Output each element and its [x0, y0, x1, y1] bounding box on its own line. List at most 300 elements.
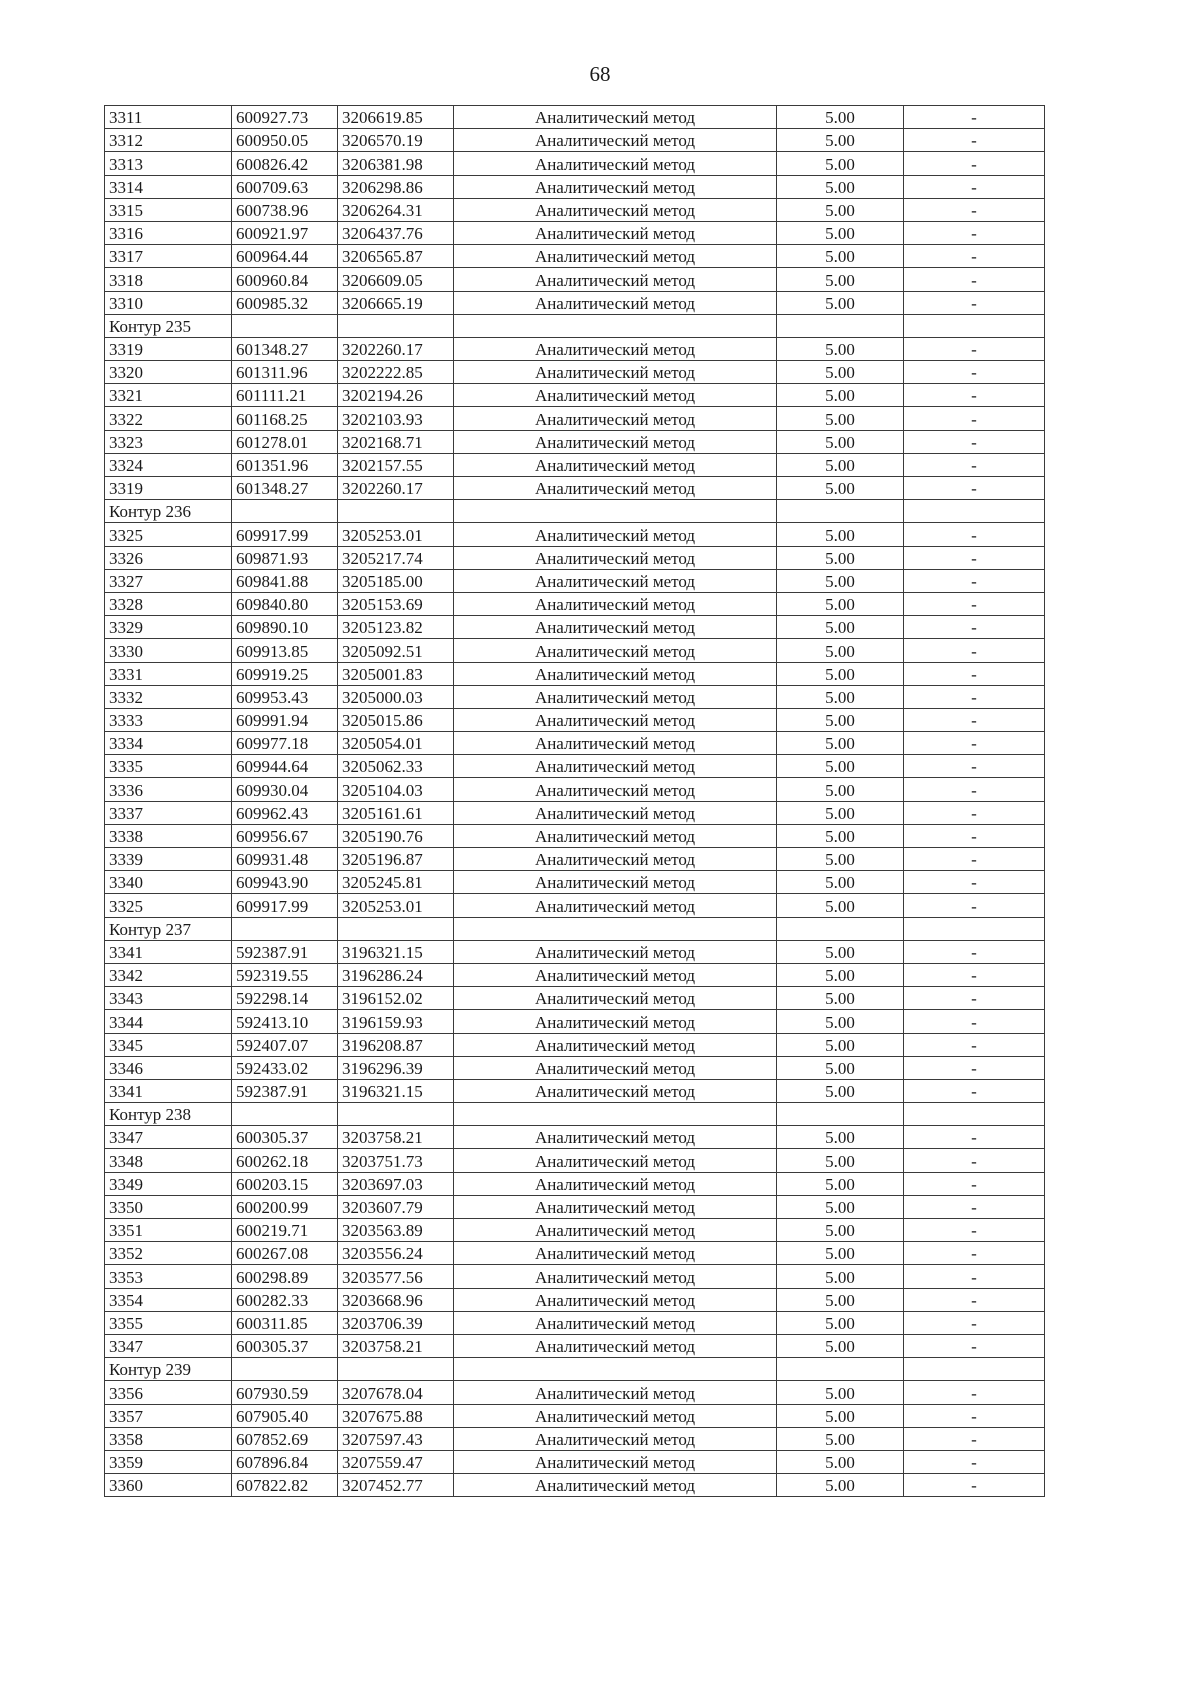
- point-row: [105, 1219, 1045, 1242]
- error-cell: 5.00: [777, 198, 904, 221]
- x-coordinate: 600921.97: [232, 221, 338, 244]
- y-coordinate: 3202157.55: [338, 453, 454, 476]
- point-row: [105, 824, 1045, 847]
- error-cell: 5.00: [777, 1450, 904, 1473]
- method-cell: [454, 1103, 777, 1126]
- point-row: [105, 245, 1045, 268]
- point-row: [105, 940, 1045, 963]
- error-cell: 5.00: [777, 685, 904, 708]
- x-coordinate: 601311.96: [232, 361, 338, 384]
- point-row: [105, 1079, 1045, 1102]
- note-cell: -: [904, 1033, 1045, 1056]
- point-number: 3352: [105, 1242, 232, 1265]
- x-coordinate: 600200.99: [232, 1195, 338, 1218]
- error-cell: 5.00: [777, 662, 904, 685]
- error-cell: [777, 1358, 904, 1381]
- x-coordinate: 600267.08: [232, 1242, 338, 1265]
- method-cell: Аналитический метод: [454, 407, 777, 430]
- error-cell: [777, 314, 904, 337]
- error-cell: 5.00: [777, 106, 904, 129]
- note-cell: -: [904, 407, 1045, 430]
- note-cell: -: [904, 453, 1045, 476]
- method-cell: Аналитический метод: [454, 245, 777, 268]
- note-cell: [904, 1358, 1045, 1381]
- point-number: 3329: [105, 616, 232, 639]
- method-cell: Аналитический метод: [454, 361, 777, 384]
- error-cell: 5.00: [777, 1288, 904, 1311]
- note-cell: -: [904, 987, 1045, 1010]
- method-cell: Аналитический метод: [454, 1010, 777, 1033]
- method-cell: Аналитический метод: [454, 1219, 777, 1242]
- y-cell: [338, 314, 454, 337]
- note-cell: -: [904, 291, 1045, 314]
- y-coordinate: 3206381.98: [338, 152, 454, 175]
- point-row: [105, 175, 1045, 198]
- x-coordinate: 609953.43: [232, 685, 338, 708]
- y-coordinate: 3205161.61: [338, 801, 454, 824]
- method-cell: Аналитический метод: [454, 1033, 777, 1056]
- error-cell: [777, 1103, 904, 1126]
- note-cell: -: [904, 129, 1045, 152]
- contour-header-row: [105, 314, 1045, 337]
- x-coordinate: 609841.88: [232, 569, 338, 592]
- error-cell: 5.00: [777, 407, 904, 430]
- point-row: [105, 1056, 1045, 1079]
- x-coordinate: 607930.59: [232, 1381, 338, 1404]
- error-cell: 5.00: [777, 1381, 904, 1404]
- note-cell: -: [904, 1265, 1045, 1288]
- y-coordinate: 3206609.05: [338, 268, 454, 291]
- point-number: 3338: [105, 824, 232, 847]
- point-number: 3353: [105, 1265, 232, 1288]
- x-coordinate: 600927.73: [232, 106, 338, 129]
- method-cell: [454, 314, 777, 337]
- method-cell: Аналитический метод: [454, 453, 777, 476]
- point-row: [105, 198, 1045, 221]
- method-cell: Аналитический метод: [454, 708, 777, 731]
- y-coordinate: 3207675.88: [338, 1404, 454, 1427]
- point-number: 3311: [105, 106, 232, 129]
- note-cell: -: [904, 1381, 1045, 1404]
- method-cell: Аналитический метод: [454, 963, 777, 986]
- point-row: [105, 430, 1045, 453]
- x-coordinate: 601168.25: [232, 407, 338, 430]
- error-cell: 5.00: [777, 824, 904, 847]
- contour-label: Контур 238: [105, 1103, 232, 1126]
- point-number: 3356: [105, 1381, 232, 1404]
- point-row: [105, 662, 1045, 685]
- error-cell: 5.00: [777, 1242, 904, 1265]
- x-coordinate: 600960.84: [232, 268, 338, 291]
- note-cell: -: [904, 1219, 1045, 1242]
- point-row: [105, 801, 1045, 824]
- error-cell: 5.00: [777, 477, 904, 500]
- y-coordinate: 3205123.82: [338, 616, 454, 639]
- point-number: 3345: [105, 1033, 232, 1056]
- error-cell: 5.00: [777, 1219, 904, 1242]
- y-coordinate: 3202260.17: [338, 477, 454, 500]
- x-coordinate: 609944.64: [232, 755, 338, 778]
- y-coordinate: 3196152.02: [338, 987, 454, 1010]
- point-row: [105, 152, 1045, 175]
- point-row: [105, 407, 1045, 430]
- point-row: [105, 616, 1045, 639]
- error-cell: 5.00: [777, 453, 904, 476]
- x-cell: [232, 917, 338, 940]
- x-coordinate: 592433.02: [232, 1056, 338, 1079]
- y-cell: [338, 917, 454, 940]
- error-cell: 5.00: [777, 1056, 904, 1079]
- point-number: 3359: [105, 1450, 232, 1473]
- x-coordinate: 600305.37: [232, 1126, 338, 1149]
- x-coordinate: 600826.42: [232, 152, 338, 175]
- y-coordinate: 3196286.24: [338, 963, 454, 986]
- error-cell: 5.00: [777, 1311, 904, 1334]
- x-coordinate: 607905.40: [232, 1404, 338, 1427]
- x-coordinate: 600311.85: [232, 1311, 338, 1334]
- y-coordinate: 3206565.87: [338, 245, 454, 268]
- note-cell: -: [904, 546, 1045, 569]
- x-coordinate: 600298.89: [232, 1265, 338, 1288]
- error-cell: 5.00: [777, 732, 904, 755]
- contour-header-row: [105, 500, 1045, 523]
- y-coordinate: 3205092.51: [338, 639, 454, 662]
- point-row: [105, 708, 1045, 731]
- point-row: [105, 639, 1045, 662]
- x-coordinate: 592413.10: [232, 1010, 338, 1033]
- contour-label: Контур 237: [105, 917, 232, 940]
- error-cell: 5.00: [777, 778, 904, 801]
- y-coordinate: 3196159.93: [338, 1010, 454, 1033]
- y-coordinate: 3196208.87: [338, 1033, 454, 1056]
- error-cell: 5.00: [777, 940, 904, 963]
- point-row: [105, 546, 1045, 569]
- point-number: 3357: [105, 1404, 232, 1427]
- method-cell: Аналитический метод: [454, 569, 777, 592]
- method-cell: Аналитический метод: [454, 1427, 777, 1450]
- point-row: [105, 1033, 1045, 1056]
- point-number: 3325: [105, 523, 232, 546]
- point-number: 3347: [105, 1334, 232, 1357]
- x-coordinate: 609917.99: [232, 523, 338, 546]
- y-coordinate: 3205001.83: [338, 662, 454, 685]
- contour-header-row: [105, 1103, 1045, 1126]
- method-cell: Аналитический метод: [454, 175, 777, 198]
- error-cell: 5.00: [777, 546, 904, 569]
- error-cell: 5.00: [777, 1010, 904, 1033]
- note-cell: [904, 500, 1045, 523]
- note-cell: -: [904, 708, 1045, 731]
- x-coordinate: 600305.37: [232, 1334, 338, 1357]
- method-cell: Аналитический метод: [454, 129, 777, 152]
- y-coordinate: 3202194.26: [338, 384, 454, 407]
- point-number: 3341: [105, 940, 232, 963]
- point-row: [105, 1242, 1045, 1265]
- x-coordinate: 609917.99: [232, 894, 338, 917]
- x-coordinate: 600282.33: [232, 1288, 338, 1311]
- note-cell: -: [904, 337, 1045, 360]
- contour-label: Контур 235: [105, 314, 232, 337]
- note-cell: -: [904, 592, 1045, 615]
- point-number: 3312: [105, 129, 232, 152]
- x-coordinate: 609977.18: [232, 732, 338, 755]
- point-number: 3324: [105, 453, 232, 476]
- x-coordinate: 609840.80: [232, 592, 338, 615]
- x-coordinate: 600950.05: [232, 129, 338, 152]
- note-cell: -: [904, 1056, 1045, 1079]
- y-coordinate: 3205196.87: [338, 848, 454, 871]
- error-cell: 5.00: [777, 1474, 904, 1497]
- note-cell: -: [904, 1172, 1045, 1195]
- note-cell: -: [904, 1427, 1045, 1450]
- error-cell: 5.00: [777, 430, 904, 453]
- point-number: 3319: [105, 337, 232, 360]
- error-cell: 5.00: [777, 616, 904, 639]
- y-coordinate: 3196296.39: [338, 1056, 454, 1079]
- point-number: 3339: [105, 848, 232, 871]
- error-cell: 5.00: [777, 245, 904, 268]
- method-cell: Аналитический метод: [454, 662, 777, 685]
- point-number: 3321: [105, 384, 232, 407]
- y-coordinate: 3205245.81: [338, 871, 454, 894]
- note-cell: -: [904, 384, 1045, 407]
- x-coordinate: 607896.84: [232, 1450, 338, 1473]
- error-cell: 5.00: [777, 175, 904, 198]
- point-number: 3331: [105, 662, 232, 685]
- point-row: [105, 963, 1045, 986]
- method-cell: Аналитический метод: [454, 152, 777, 175]
- note-cell: -: [904, 361, 1045, 384]
- point-row: [105, 1172, 1045, 1195]
- method-cell: Аналитический метод: [454, 732, 777, 755]
- note-cell: -: [904, 569, 1045, 592]
- point-number: 3317: [105, 245, 232, 268]
- x-coordinate: 600964.44: [232, 245, 338, 268]
- note-cell: -: [904, 1149, 1045, 1172]
- method-cell: Аналитический метод: [454, 384, 777, 407]
- method-cell: Аналитический метод: [454, 1474, 777, 1497]
- error-cell: 5.00: [777, 1149, 904, 1172]
- note-cell: -: [904, 430, 1045, 453]
- point-number: 3330: [105, 639, 232, 662]
- y-cell: [338, 1103, 454, 1126]
- x-coordinate: 592387.91: [232, 1079, 338, 1102]
- note-cell: -: [904, 1404, 1045, 1427]
- y-coordinate: 3203758.21: [338, 1334, 454, 1357]
- point-row: [105, 732, 1045, 755]
- point-number: 3326: [105, 546, 232, 569]
- y-coordinate: 3202168.71: [338, 430, 454, 453]
- method-cell: Аналитический метод: [454, 1334, 777, 1357]
- y-coordinate: 3206264.31: [338, 198, 454, 221]
- error-cell: 5.00: [777, 268, 904, 291]
- method-cell: Аналитический метод: [454, 337, 777, 360]
- point-number: 3360: [105, 1474, 232, 1497]
- point-number: 3342: [105, 963, 232, 986]
- note-cell: [904, 1103, 1045, 1126]
- method-cell: Аналитический метод: [454, 1056, 777, 1079]
- error-cell: [777, 917, 904, 940]
- method-cell: Аналитический метод: [454, 639, 777, 662]
- method-cell: Аналитический метод: [454, 848, 777, 871]
- point-row: [105, 129, 1045, 152]
- y-coordinate: 3196321.15: [338, 1079, 454, 1102]
- error-cell: 5.00: [777, 1079, 904, 1102]
- note-cell: -: [904, 662, 1045, 685]
- note-cell: -: [904, 963, 1045, 986]
- method-cell: Аналитический метод: [454, 477, 777, 500]
- point-number: 3333: [105, 708, 232, 731]
- y-coordinate: 3205062.33: [338, 755, 454, 778]
- point-row: [105, 755, 1045, 778]
- x-coordinate: 601348.27: [232, 477, 338, 500]
- point-number: 3314: [105, 175, 232, 198]
- error-cell: 5.00: [777, 337, 904, 360]
- page-number: 68: [589, 62, 611, 86]
- y-coordinate: 3207678.04: [338, 1381, 454, 1404]
- note-cell: -: [904, 755, 1045, 778]
- point-row: [105, 1288, 1045, 1311]
- note-cell: -: [904, 639, 1045, 662]
- note-cell: -: [904, 152, 1045, 175]
- point-number: 3328: [105, 592, 232, 615]
- note-cell: [904, 314, 1045, 337]
- point-number: 3350: [105, 1195, 232, 1218]
- point-row: [105, 337, 1045, 360]
- point-row: [105, 685, 1045, 708]
- x-coordinate: 601278.01: [232, 430, 338, 453]
- point-row: [105, 384, 1045, 407]
- y-cell: [338, 500, 454, 523]
- note-cell: -: [904, 1079, 1045, 1102]
- x-coordinate: 600738.96: [232, 198, 338, 221]
- method-cell: Аналитический метод: [454, 801, 777, 824]
- error-cell: 5.00: [777, 1033, 904, 1056]
- note-cell: -: [904, 778, 1045, 801]
- y-coordinate: 3202103.93: [338, 407, 454, 430]
- y-coordinate: 3205054.01: [338, 732, 454, 755]
- y-coordinate: 3207597.43: [338, 1427, 454, 1450]
- y-coordinate: 3202260.17: [338, 337, 454, 360]
- method-cell: Аналитический метод: [454, 430, 777, 453]
- note-cell: -: [904, 523, 1045, 546]
- x-coordinate: 609913.85: [232, 639, 338, 662]
- note-cell: -: [904, 894, 1045, 917]
- point-row: [105, 1126, 1045, 1149]
- error-cell: 5.00: [777, 523, 904, 546]
- method-cell: Аналитический метод: [454, 824, 777, 847]
- note-cell: -: [904, 732, 1045, 755]
- point-row: [105, 268, 1045, 291]
- point-row: [105, 1195, 1045, 1218]
- point-number: 3323: [105, 430, 232, 453]
- point-number: 3341: [105, 1079, 232, 1102]
- y-coordinate: 3203563.89: [338, 1219, 454, 1242]
- point-row: [105, 778, 1045, 801]
- y-coordinate: 3203556.24: [338, 1242, 454, 1265]
- x-coordinate: 600709.63: [232, 175, 338, 198]
- x-coordinate: 609931.48: [232, 848, 338, 871]
- method-cell: Аналитический метод: [454, 616, 777, 639]
- note-cell: -: [904, 685, 1045, 708]
- point-row: [105, 1404, 1045, 1427]
- note-cell: -: [904, 824, 1045, 847]
- method-cell: Аналитический метод: [454, 1149, 777, 1172]
- x-coordinate: 609871.93: [232, 546, 338, 569]
- error-cell: 5.00: [777, 987, 904, 1010]
- point-number: 3343: [105, 987, 232, 1010]
- note-cell: -: [904, 106, 1045, 129]
- method-cell: Аналитический метод: [454, 1311, 777, 1334]
- y-coordinate: 3203697.03: [338, 1172, 454, 1195]
- note-cell: -: [904, 477, 1045, 500]
- y-coordinate: 3203706.39: [338, 1311, 454, 1334]
- error-cell: 5.00: [777, 592, 904, 615]
- point-row: [105, 569, 1045, 592]
- note-cell: [904, 917, 1045, 940]
- x-coordinate: 601348.27: [232, 337, 338, 360]
- error-cell: 5.00: [777, 1126, 904, 1149]
- note-cell: -: [904, 175, 1045, 198]
- note-cell: -: [904, 198, 1045, 221]
- method-cell: Аналитический метод: [454, 940, 777, 963]
- point-number: 3354: [105, 1288, 232, 1311]
- error-cell: 5.00: [777, 639, 904, 662]
- point-row: [105, 1010, 1045, 1033]
- y-coordinate: 3206298.86: [338, 175, 454, 198]
- point-row: [105, 1149, 1045, 1172]
- error-cell: 5.00: [777, 291, 904, 314]
- y-coordinate: 3205253.01: [338, 523, 454, 546]
- note-cell: -: [904, 616, 1045, 639]
- method-cell: Аналитический метод: [454, 291, 777, 314]
- method-cell: Аналитический метод: [454, 755, 777, 778]
- error-cell: 5.00: [777, 708, 904, 731]
- y-coordinate: 3205217.74: [338, 546, 454, 569]
- point-number: 3313: [105, 152, 232, 175]
- error-cell: 5.00: [777, 129, 904, 152]
- x-coordinate: 607822.82: [232, 1474, 338, 1497]
- error-cell: 5.00: [777, 361, 904, 384]
- point-row: [105, 291, 1045, 314]
- x-coordinate: 600203.15: [232, 1172, 338, 1195]
- point-number: 3325: [105, 894, 232, 917]
- note-cell: -: [904, 221, 1045, 244]
- contour-label: Контур 236: [105, 500, 232, 523]
- x-coordinate: 600985.32: [232, 291, 338, 314]
- error-cell: 5.00: [777, 963, 904, 986]
- x-cell: [232, 1358, 338, 1381]
- note-cell: -: [904, 871, 1045, 894]
- contour-header-row: [105, 1358, 1045, 1381]
- point-number: 3340: [105, 871, 232, 894]
- method-cell: Аналитический метод: [454, 1450, 777, 1473]
- x-cell: [232, 500, 338, 523]
- error-cell: 5.00: [777, 1404, 904, 1427]
- method-cell: Аналитический метод: [454, 592, 777, 615]
- point-row: [105, 1265, 1045, 1288]
- point-row: [105, 1427, 1045, 1450]
- y-coordinate: 3207559.47: [338, 1450, 454, 1473]
- error-cell: [777, 500, 904, 523]
- point-row: [105, 1311, 1045, 1334]
- note-cell: -: [904, 1450, 1045, 1473]
- point-row: [105, 221, 1045, 244]
- point-number: 3320: [105, 361, 232, 384]
- point-number: 3355: [105, 1311, 232, 1334]
- point-row: [105, 453, 1045, 476]
- x-coordinate: 609919.25: [232, 662, 338, 685]
